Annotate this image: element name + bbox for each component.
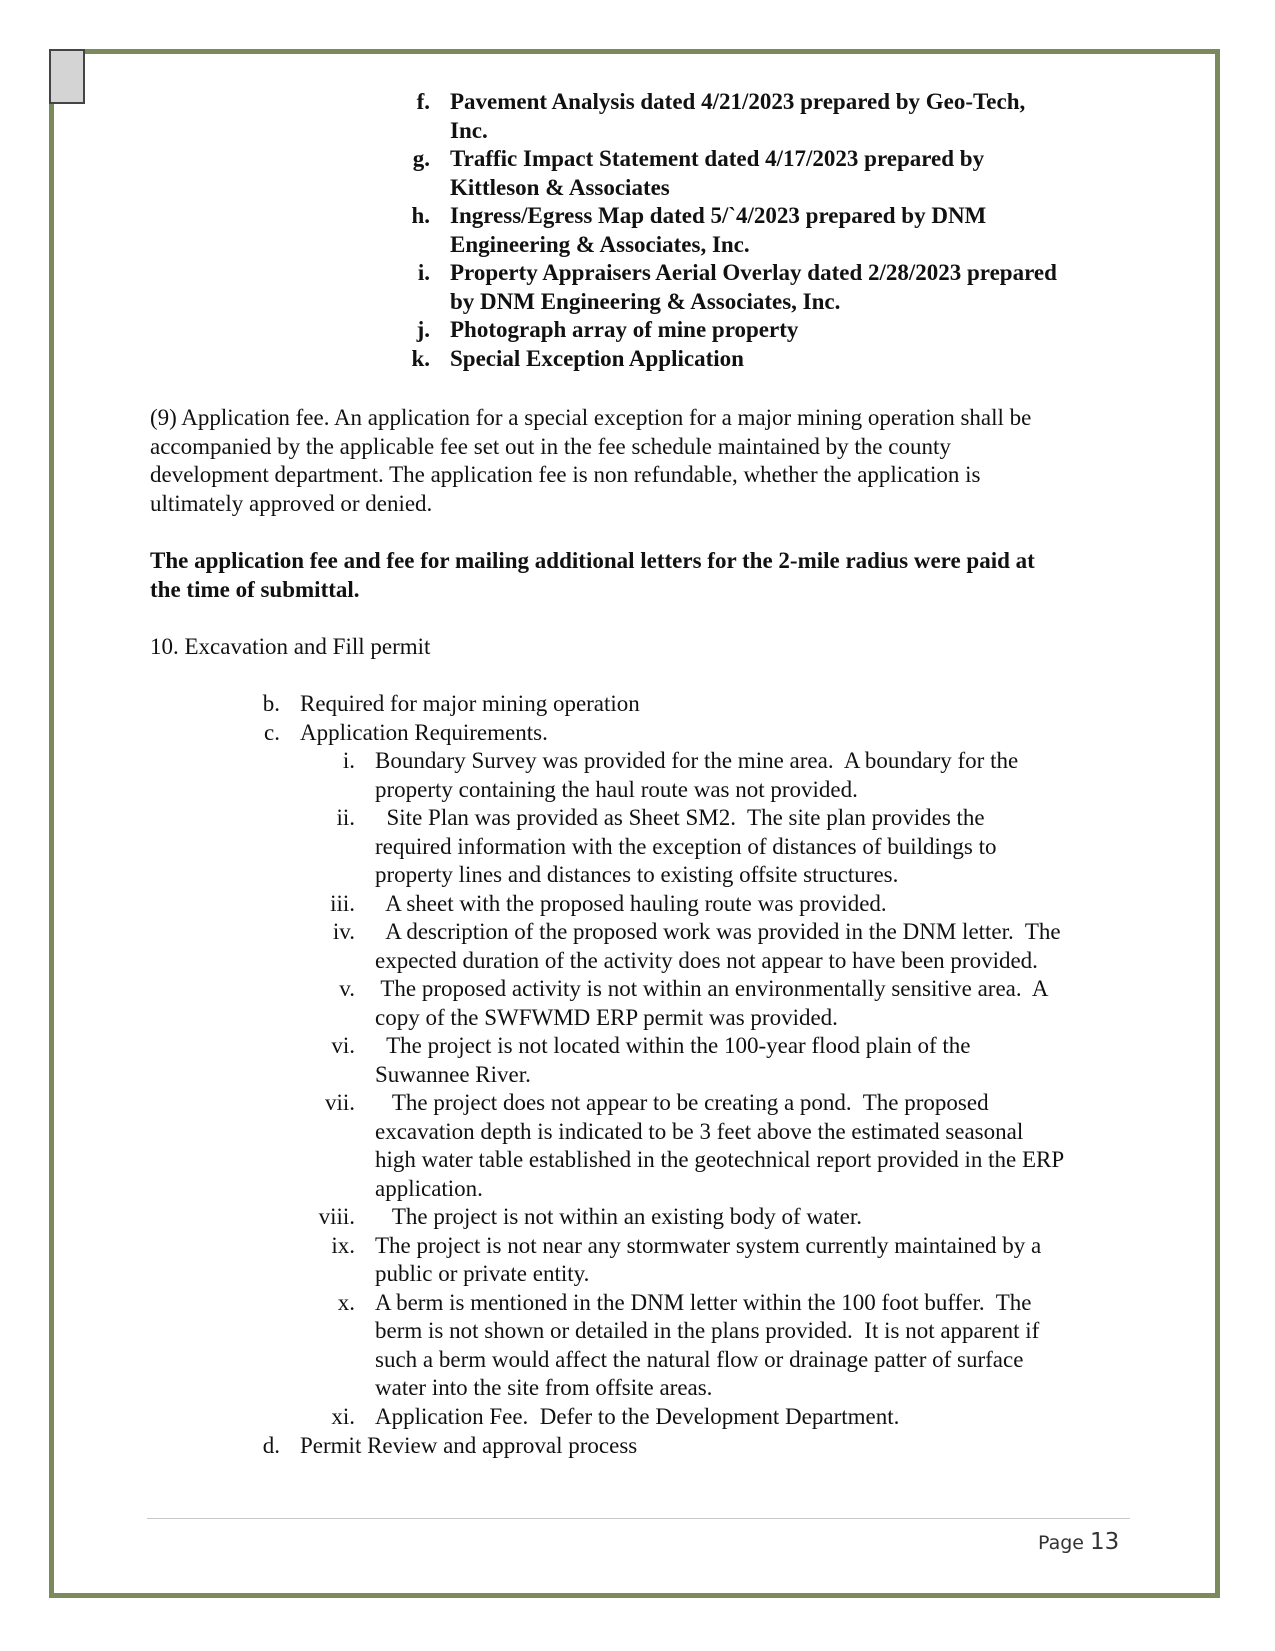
section-heading: 10. Excavation and Fill permit	[150, 634, 431, 659]
list-item-marker: k.	[411, 345, 430, 371]
roman-item-text: application.	[375, 1175, 483, 1201]
fee-note-line: The application fee and fee for mailing additional letters for the 2-mile radius were paid at	[150, 548, 1035, 573]
list-item-text: Engineering & Associates, Inc.	[450, 231, 750, 257]
list-item-marker: h.	[411, 203, 430, 228]
roman-item-text: The project is not located within the 100-year flood plain of the	[375, 1033, 971, 1058]
roman-item-marker: v.	[339, 976, 355, 1001]
roman-item-text: The project does not appear to be creating a pond. The proposed	[375, 1090, 989, 1115]
page-footer	[1038, 1529, 1119, 1555]
fee-paragraph-line: ultimately approved or denied.	[150, 490, 433, 516]
roman-item-text: Suwannee River.	[375, 1061, 531, 1087]
list-item-text: by DNM Engineering & Associates, Inc.	[450, 288, 841, 314]
sub-list-marker: b.	[262, 691, 280, 716]
roman-item-text: required information with the exception of distances of buildings to	[375, 833, 997, 859]
roman-item-text: excavation depth is indicated to be 3 feet above the estimated seasonal	[375, 1118, 1024, 1144]
roman-item-text: water into the site from offsite areas.	[375, 1375, 713, 1400]
list-item-marker: f.	[416, 89, 430, 114]
corner-marker-box	[49, 49, 85, 104]
list-item-text: Ingress/Egress Map dated 5/`4/2023 prepared by DNM	[450, 203, 987, 228]
roman-item-text: Boundary Survey was provided for the mine area. A boundary for the	[375, 748, 1019, 773]
sub-list-text: Application Requirements.	[300, 719, 548, 745]
list-item-text: Traffic Impact Statement dated 4/17/2023 prepared by	[450, 146, 985, 171]
roman-item-text: copy of the SWFWMD ERP permit was provided.	[375, 1004, 838, 1030]
page-number: 13	[1090, 1529, 1120, 1555]
sub-list-marker: d.	[262, 1433, 280, 1458]
list-item-text: Photograph array of mine property	[450, 317, 799, 342]
list-item-marker: i.	[417, 260, 430, 285]
sub-list-text: Permit Review and approval process	[300, 1433, 638, 1458]
roman-item-text: A sheet with the proposed hauling route was provided.	[375, 890, 887, 916]
sub-list-marker: c.	[264, 719, 280, 745]
roman-item-text: public or private entity.	[375, 1261, 590, 1286]
list-item-text: Inc.	[450, 117, 488, 143]
roman-item-text: berm is not shown or detailed in the plans provided. It is not apparent if	[375, 1318, 1040, 1343]
roman-item-text: The project is not within an existing body of water.	[375, 1204, 862, 1229]
roman-item-marker: iii.	[330, 890, 355, 916]
roman-item-text: expected duration of the activity does not appear to have been provided.	[375, 947, 1038, 973]
roman-item-marker: vi.	[331, 1033, 355, 1058]
fee-note-line: the time of submittal.	[150, 576, 360, 602]
roman-item-text: A berm is mentioned in the DNM letter within the 100 foot buffer. The	[375, 1289, 1032, 1315]
list-item-text: Pavement Analysis dated 4/21/2023 prepared by Geo-Tech,	[450, 89, 1026, 114]
roman-item-text: The proposed activity is not within an environmentally sensitive area. A	[375, 976, 1049, 1001]
roman-item-text: high water table established in the geotechnical report provided in the ERP	[375, 1147, 1065, 1172]
roman-item-text: Site Plan was provided as Sheet SM2. The site plan provides the	[375, 805, 985, 830]
roman-item-text: such a berm would affect the natural flow or drainage patter of surface	[375, 1346, 1024, 1372]
roman-item-text: property containing the haul route was not provided.	[375, 776, 858, 802]
list-item-text: Kittleson & Associates	[450, 174, 670, 200]
roman-item-text: The project is not near any stormwater system currently maintained by a	[375, 1232, 1042, 1258]
roman-item-marker: vii.	[324, 1090, 355, 1115]
list-item-marker: g.	[412, 146, 430, 171]
roman-item-marker: iv.	[332, 919, 355, 944]
roman-item-marker: i.	[342, 748, 355, 773]
roman-item-marker: viii.	[318, 1204, 355, 1229]
roman-item-text: property lines and distances to existing offsite structures.	[375, 862, 899, 887]
fee-paragraph-line: accompanied by the applicable fee set out in the fee schedule maintained by the county	[150, 433, 951, 459]
roman-item-marker: xi.	[331, 1403, 355, 1429]
page-label: Page	[1038, 1532, 1084, 1554]
list-item-marker: j.	[416, 317, 430, 342]
list-item-text: Property Appraisers Aerial Overlay dated 2/28/2023 prepared	[450, 260, 1057, 285]
roman-item-text: A description of the proposed work was provided in the DNM letter. The	[375, 919, 1061, 944]
roman-item-text: Application Fee. Defer to the Development Department.	[375, 1403, 900, 1429]
footer-divider	[147, 1518, 1130, 1519]
sub-list-text: Required for major mining operation	[300, 691, 640, 716]
fee-paragraph-line: development department. The application fee is non refundable, whether the application is	[150, 462, 981, 487]
roman-item-marker: ix.	[331, 1232, 355, 1258]
list-item-text: Special Exception Application	[450, 345, 744, 371]
roman-item-marker: x.	[337, 1289, 355, 1315]
fee-paragraph-line: (9) Application fee. An application for a special exception for a major mining operation shall be	[150, 405, 1032, 430]
roman-item-marker: ii.	[336, 805, 355, 830]
